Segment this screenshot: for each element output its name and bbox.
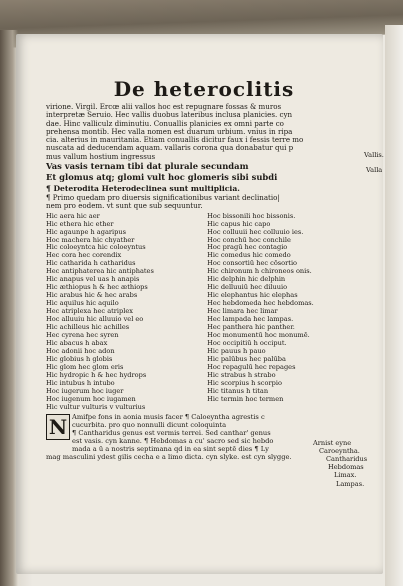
list-item: Hec cyrena hec syren bbox=[46, 331, 119, 339]
list-item: Hoc monumentū hoc monumē. bbox=[207, 331, 310, 339]
list-item: Hic abacus h abax bbox=[46, 339, 108, 347]
margin-note: Hebdomas bbox=[328, 463, 364, 471]
list-item: Hic termin hoc termen bbox=[207, 395, 284, 403]
list-item: Hec limara hec limar bbox=[207, 308, 278, 316]
list-item: Hic ethera hic ether bbox=[46, 220, 114, 228]
list-item: Hic scorpius h scorpio bbox=[207, 379, 282, 387]
list-item: Hoc iugenum hoc iugamen bbox=[46, 395, 136, 403]
list-item: Hic coloeyntca hic coloeyntus bbox=[46, 244, 146, 252]
list-item: Hic comedus hic comedo bbox=[207, 252, 291, 260]
list-item: Hoc occipitiū h occiput. bbox=[207, 339, 287, 347]
list-item: Hoc iugerum hoc iuger bbox=[46, 387, 124, 395]
list-item: Hic chironum h chironeos onis. bbox=[207, 268, 312, 276]
list-item: Hec cora hec corendix bbox=[46, 252, 122, 260]
list-item: Hec panthera hic panther. bbox=[207, 324, 295, 331]
list-item: Hoc repagulū hec repages bbox=[207, 363, 296, 371]
list-item: Hic titanus h titan bbox=[207, 387, 269, 395]
list-item: Hic elephantus hic elephas bbox=[207, 292, 298, 300]
list-item: Hic delphin hic delphin bbox=[207, 276, 286, 284]
list-item: Hic agaunpe h agaripus bbox=[46, 228, 126, 236]
list-item: Hic palūbus hec palūba bbox=[207, 355, 286, 363]
margin-note: Arnist eyne bbox=[313, 439, 352, 447]
commentary-line: Amifpe fons in aonia musis facer ¶ Caloeyntha agrestis c bbox=[72, 414, 265, 422]
list-item: Hoc alluuiu hic alluuio vel eo bbox=[46, 316, 144, 324]
margin-note: Limax. bbox=[334, 471, 357, 479]
list-item: Hoc conchū hoc conchile bbox=[207, 236, 291, 244]
verse-line-1: Vas vasis ternam tibi dat plurale secundam bbox=[46, 161, 249, 172]
list-item: Hoc pragū hec contagio bbox=[207, 244, 288, 252]
section-intro: ¶ Primo quedam pro diuersis significationibus variant declinatio| nem pro eodem. vt sunt que sub sequuntur. bbox=[46, 193, 280, 211]
list-item: Hic intubus h intubo bbox=[46, 379, 115, 387]
list-item: Hic vultur vulturis v vulturius bbox=[46, 403, 146, 411]
list-item: Hic æthiopus h & hec æthiops bbox=[46, 284, 148, 292]
list-item: Hic glom hec glom eris bbox=[46, 363, 124, 371]
list-item: Hic hydropic h & hec hydrops bbox=[46, 371, 147, 379]
list-item: Hic capus hic capo bbox=[207, 220, 271, 228]
list-item: Hic aquilus hic aquilo bbox=[46, 300, 119, 308]
list-item: Hic anapus vel uas h anapis bbox=[46, 276, 140, 284]
list-item: Hoc consortiū hec cōsortio bbox=[207, 260, 298, 268]
list-item: Hec atriplexa hec atriplex bbox=[46, 308, 133, 316]
page-edges bbox=[385, 25, 403, 586]
printed-page bbox=[16, 34, 383, 574]
list-item: Hoc adonii hoc adon bbox=[46, 347, 115, 355]
word-list-columns bbox=[46, 213, 362, 412]
section-rubric: ¶ Deterodita Heterodeclinea sunt multiplicia. bbox=[46, 184, 240, 194]
list-item: Hic arabus hic & hec arabs bbox=[46, 292, 138, 300]
right-word-column bbox=[207, 213, 362, 412]
page-text-block bbox=[46, 77, 365, 558]
margin-note: Vallis. bbox=[364, 151, 384, 159]
list-item: Hec antiphaterea hic antiphates bbox=[46, 268, 154, 276]
commentary-full-lines bbox=[46, 454, 362, 462]
list-item: Hoc machera hic chyather bbox=[46, 236, 135, 244]
intro-paragraph: virione. Virgil. Ercœ alii vallos hoc est repugnare fossas & muros interpretæ Seruio. Hec vallis duobus lateribus inclusa planicies. cyn dae. Hinc valliculz diminutiu. Conuallis planicies ex omni parte co prehensa montib. Hec valla nomen est duarum urbium. vnius in ripa cia. alterius in mauritania. Etiam conuallis dicitur faux i fessis terre mo nuscata ad deducendam aquam. vallaris corona qua donabatur qui p mus vallum hostium ingressus bbox=[46, 102, 304, 161]
verse-line-2: Et glomus atq; glomi vult hoc glomeris sibi subdi bbox=[46, 171, 278, 182]
margin-note: Lampas. bbox=[336, 480, 365, 488]
list-item: Hec lampada hec lampas. bbox=[207, 316, 294, 324]
list-item: Hec hebdomeda hec hebdomas. bbox=[207, 300, 314, 308]
decorated-initial: N bbox=[46, 414, 70, 440]
list-item: Hic catharida h catharidus bbox=[46, 260, 136, 268]
list-item: Hic achilleus hic achilles bbox=[46, 324, 130, 331]
list-item: Hic pauus h pauo bbox=[207, 347, 266, 355]
page-heading: De heteroclitis bbox=[113, 77, 295, 101]
list-item: Hic globius h globis bbox=[46, 355, 113, 363]
margin-note: Cantharidus bbox=[326, 455, 368, 463]
margin-note: Caroeyntha. bbox=[319, 447, 360, 455]
list-item: Hic strabus h strabo bbox=[207, 371, 276, 379]
list-item: Hic delluuiū hec diluuio bbox=[207, 284, 288, 292]
commentary-line: est vasis. cyn kanne. ¶ Hebdomas a cu' sacro sed sic hebdo bbox=[72, 438, 274, 446]
list-item: Hic aera hic aer bbox=[46, 212, 100, 220]
list-item: Hoc colluuii hec colluuio ies. bbox=[207, 228, 304, 236]
left-word-column bbox=[46, 213, 201, 412]
commentary-line: mag masculini ydest gilis cecha e a limo dicta. cyn slyke. est cyn slygge. bbox=[46, 454, 292, 462]
list-item: Hoc bissonili hoc bissonis. bbox=[207, 212, 296, 220]
commentary-line: mada a ū a nostris septimana qd in ea sint septē dies ¶ Ly bbox=[72, 446, 269, 454]
commentary-line: ¶ Cantharidus genus est vermis terrei. Sed canthar' genus bbox=[72, 430, 271, 438]
commentary-line: cucurbita. pro quo nonnulli dicunt coloquinta bbox=[72, 422, 227, 430]
margin-note: Valla bbox=[366, 166, 383, 174]
